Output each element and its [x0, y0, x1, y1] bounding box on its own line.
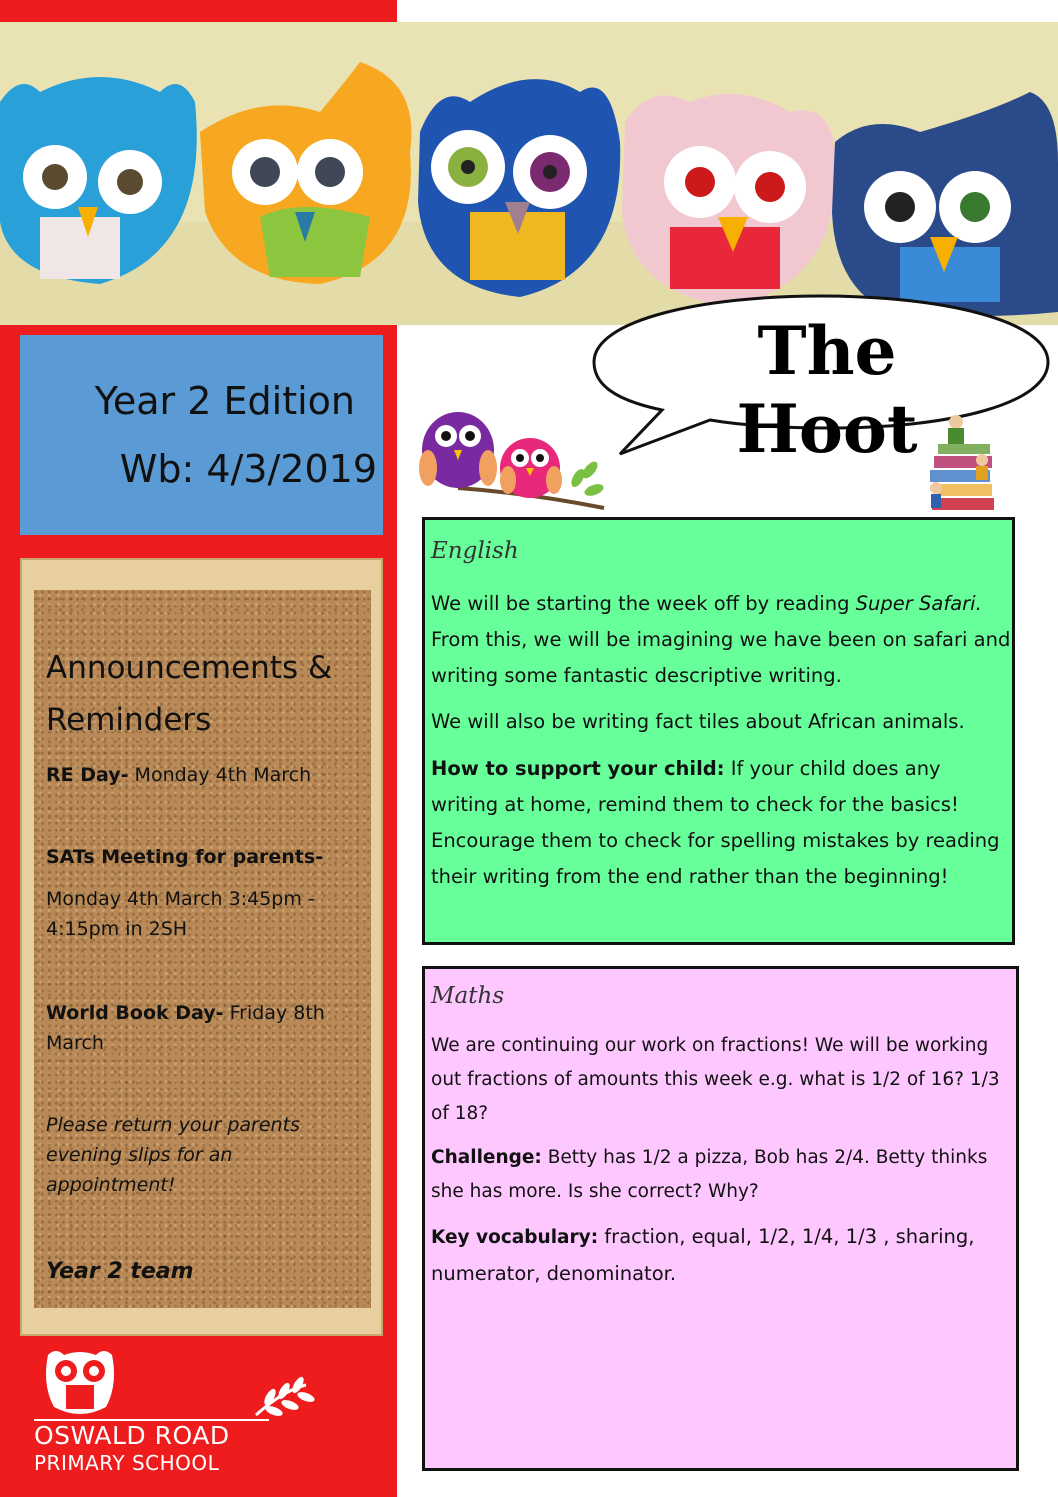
school-name-line1: OSWALD ROAD — [34, 1421, 230, 1450]
book-stack-icon — [928, 410, 998, 517]
english-paragraph-1: We will be starting the week off by reading Super Safari. From this, we will be imagining we have been on safari and writing some fantastic descriptive writing. — [431, 592, 1011, 687]
signoff-text: Year 2 team — [46, 1259, 194, 1284]
edition-box — [20, 335, 383, 535]
reminder-text: Please return your parents evening slips for an appointment! — [46, 1114, 300, 1196]
school-logo — [34, 1345, 334, 1480]
support-label: How to support your child: — [431, 757, 725, 780]
edition-label: Year 2 Edition — [94, 379, 355, 423]
corkboard-surface — [34, 590, 371, 1308]
newsletter-title: The Hoot — [736, 312, 918, 468]
world-book-day-label: World Book Day- — [46, 1002, 224, 1024]
top-red-strip — [0, 0, 397, 22]
owls-on-branch-icon — [418, 408, 610, 518]
book-title: Super Safari. — [855, 592, 982, 615]
re-day-value: Monday 4th March — [128, 764, 312, 786]
maths-section — [422, 966, 1019, 1471]
vocab-label: Key vocabulary: — [431, 1227, 599, 1248]
owl-banner-image — [0, 22, 1058, 325]
world-book-day-value: Friday 8th March — [46, 1002, 325, 1054]
corkboard — [20, 558, 383, 1336]
school-name-line2: PRIMARY SCHOOL — [34, 1451, 220, 1475]
support-text: If your child does any writing at home, remind them to check for the basics! Encourage them to check for spelling mistakes by reading their writing from the end rather than the beginning! — [431, 757, 1000, 888]
maths-heading: Maths — [431, 983, 505, 1009]
re-day-label: RE Day- — [46, 764, 129, 786]
english-heading: English — [431, 538, 519, 564]
english-support-paragraph — [431, 751, 1011, 895]
re-day-item — [46, 760, 346, 790]
world-book-day-item — [46, 998, 346, 1058]
challenge-label: Challenge: — [431, 1147, 542, 1168]
sats-meeting-value: Monday 4th March 3:45pm - 4:15pm in 2SH — [46, 888, 315, 940]
english-section — [422, 517, 1015, 945]
week-beginning-label: Wb: 4/3/2019 — [119, 447, 377, 491]
challenge-text: Betty has 1/2 a pizza, Bob has 2/4. Betty thinks she has more. Is she correct? Why? — [431, 1147, 988, 1202]
owl-logo-icon — [34, 1345, 334, 1421]
vocab-text: fraction, equal, 1/2, 1/4, 1/3 , sharing, numerator, denominator. — [431, 1225, 975, 1285]
maths-paragraph-1: We are continuing our work on fractions! We will be working out fractions of amounts this week e.g. what is 1/2 of 16? 1/3 of 18? — [431, 1035, 1000, 1124]
maths-challenge — [431, 1141, 1011, 1209]
english-paragraph-2: We will also be writing fact tiles about African animals. — [431, 710, 965, 733]
sats-meeting-label: SATs Meeting for parents- — [46, 846, 324, 868]
announcements-title: Announcements & Reminders — [46, 650, 333, 738]
maths-key-vocabulary — [431, 1219, 1011, 1292]
